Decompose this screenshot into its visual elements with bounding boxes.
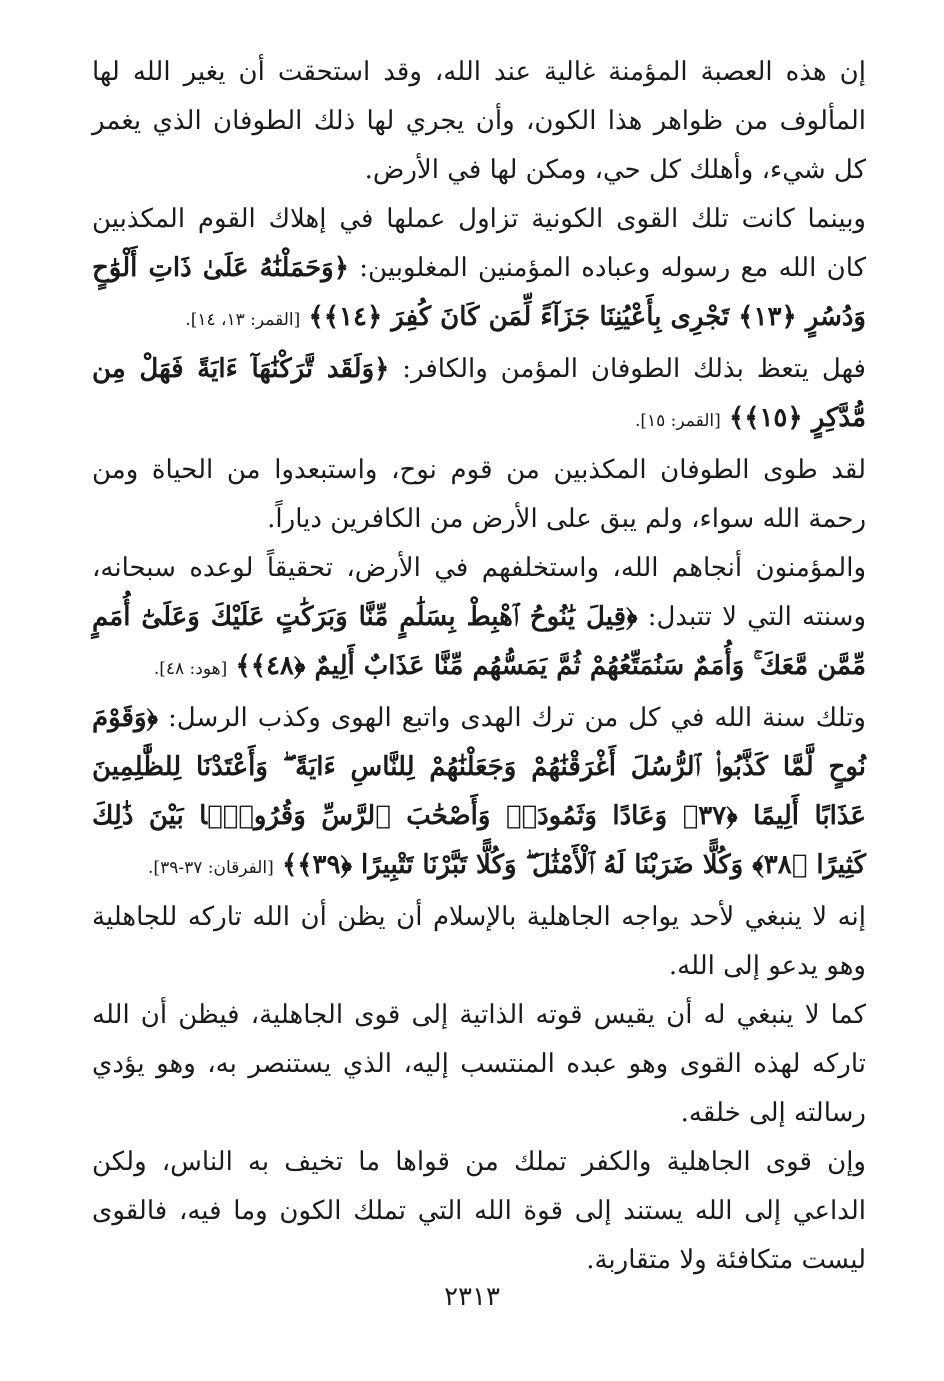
paragraph-7 <box>92 893 866 991</box>
paragraph-text: وبينما كانت تلك القوى الكونية تزاول عملها في إهلاك القوم المكذبين كان الله مع رسوله وعباده المؤمنين المغلوبين: <box>92 204 867 283</box>
quran-verse: ﴿وَلَقَد تَّرَكْنَٰهَآ ءَايَةً فَهَلْ مِن مُّدَّكِرٍ ﴿١٥﴾﴾ <box>92 354 866 433</box>
verse-reference: [القمر: ١٣، ١٤]. <box>185 310 301 330</box>
paragraph-2 <box>92 195 866 345</box>
paragraph-text: لقد طوى الطوفان المكذبين من قوم نوح، واستبعدوا من الحياة ومن رحمة الله سواء، ولم يبق على الأرض من الكافرين دياراً. <box>92 455 866 534</box>
paragraph-4 <box>92 446 866 544</box>
paragraph-8 <box>92 991 866 1138</box>
page-number: ٢٣١٣ <box>444 1282 500 1312</box>
paragraph-text: كما لا ينبغي له أن يقيس قوته الذاتية إلى قوى الجاهلية، فيظن أن الله تاركه لهذه القوى وهو عبده المنتسب إليه، الذي يستنصر به، وهو يؤدي رسالته إلى خلقه. <box>92 1000 866 1128</box>
paragraph-text: فهل يتعظ بذلك الطوفان المؤمن والكافر: <box>402 354 866 384</box>
paragraph-5 <box>92 544 866 694</box>
verse-reference: [الفرقان: ٣٧-٣٩]. <box>148 858 274 878</box>
paragraph-1 <box>92 48 866 195</box>
quran-verse: ﴿قِيلَ يَٰنُوحُ ٱهْبِطْ بِسَلَٰمٍ مِّنَّا وَبَرَكَٰتٍ عَلَيْكَ وَعَلَىٰٓ أُمَمٍ مِّمَّن مَّعَكَ ۚ وَأُمَمٌ سَنُمَتِّعُهُمْ ثُمَّ يَمَسُّهُم مِّنَّا عَذَابٌ أَلِيمٌ ﴿٤٨﴾﴾ <box>92 602 866 681</box>
paragraph-9 <box>92 1138 866 1285</box>
paragraph-text: إنه لا ينبغي لأحد يواجه الجاهلية بالإسلام أن يظن أن الله تاركه للجاهلية وهو يدعو إلى الله. <box>92 902 866 981</box>
paragraph-text: وإن قوى الجاهلية والكفر تملك من قواها ما تخيف به الناس، ولكن الداعي إلى الله يستند إلى قوة الله التي تملك الكون وما فيه، فالقوى ليست متكافئة ولا متقاربة. <box>92 1147 866 1275</box>
paragraph-text: وتلك سنة الله في كل من ترك الهدى واتبع الهوى وكذب الرسل: <box>168 703 866 733</box>
verse-reference: [القمر: ١٥]. <box>634 411 721 431</box>
quran-verse: ﴿وَقَوْمَ نُوحٍ لَّمَّا كَذَّبُوا۟ ٱلرُّسُلَ أَغْرَقْنَٰهُمْ وَجَعَلْنَٰهُمْ لِلنَّاسِ ءَايَةً ۖ وَأَعْتَدْنَا لِلظَّٰلِمِينَ عَذَابًا أَلِيمًا ﴿٣٧﴾ وَعَادًا وَثَمُودَا۟ وَأَصْحَٰبَ ٱلرَّسِّ وَقُرُونًۢا بَيْنَ ذَٰلِكَ كَثِيرًا ﴿٣٨﴾ وَكُلًّا ضَرَبْنَا لَهُ ٱلْأَمْثَٰلَ ۖ وَكُلًّا تَبَّرْنَا تَتْبِيرًا ﴿٣٩﴾﴾ <box>92 703 867 880</box>
paragraph-6 <box>92 694 866 893</box>
paragraph-3 <box>92 345 866 446</box>
quran-verse: ﴿وَحَمَلْنَٰهُ عَلَىٰ ذَاتِ أَلْوَٰحٍ وَدُسُرٍ ﴿١٣﴾ تَجْرِى بِأَعْيُنِنَا جَزَآءً لِّمَن كَانَ كُفِرَ ﴿١٤﴾﴾ <box>92 253 866 332</box>
verse-reference: [هود: ٤٨]. <box>153 659 228 679</box>
paragraph-text: إن هذه العصبة المؤمنة غالية عند الله، وقد استحقت أن يغير الله لها المألوف من ظواهر هذا الكون، وأن يجري لها ذلك الطوفان الذي يغمر كل شيء، وأهلك كل حي، ومكن لها في الأرض. <box>92 57 866 185</box>
paragraph-text: والمؤمنون أنجاهم الله، واستخلفهم في الأرض، تحقيقاً لوعده سبحانه، وسنته التي لا تتبدل: <box>92 553 867 632</box>
